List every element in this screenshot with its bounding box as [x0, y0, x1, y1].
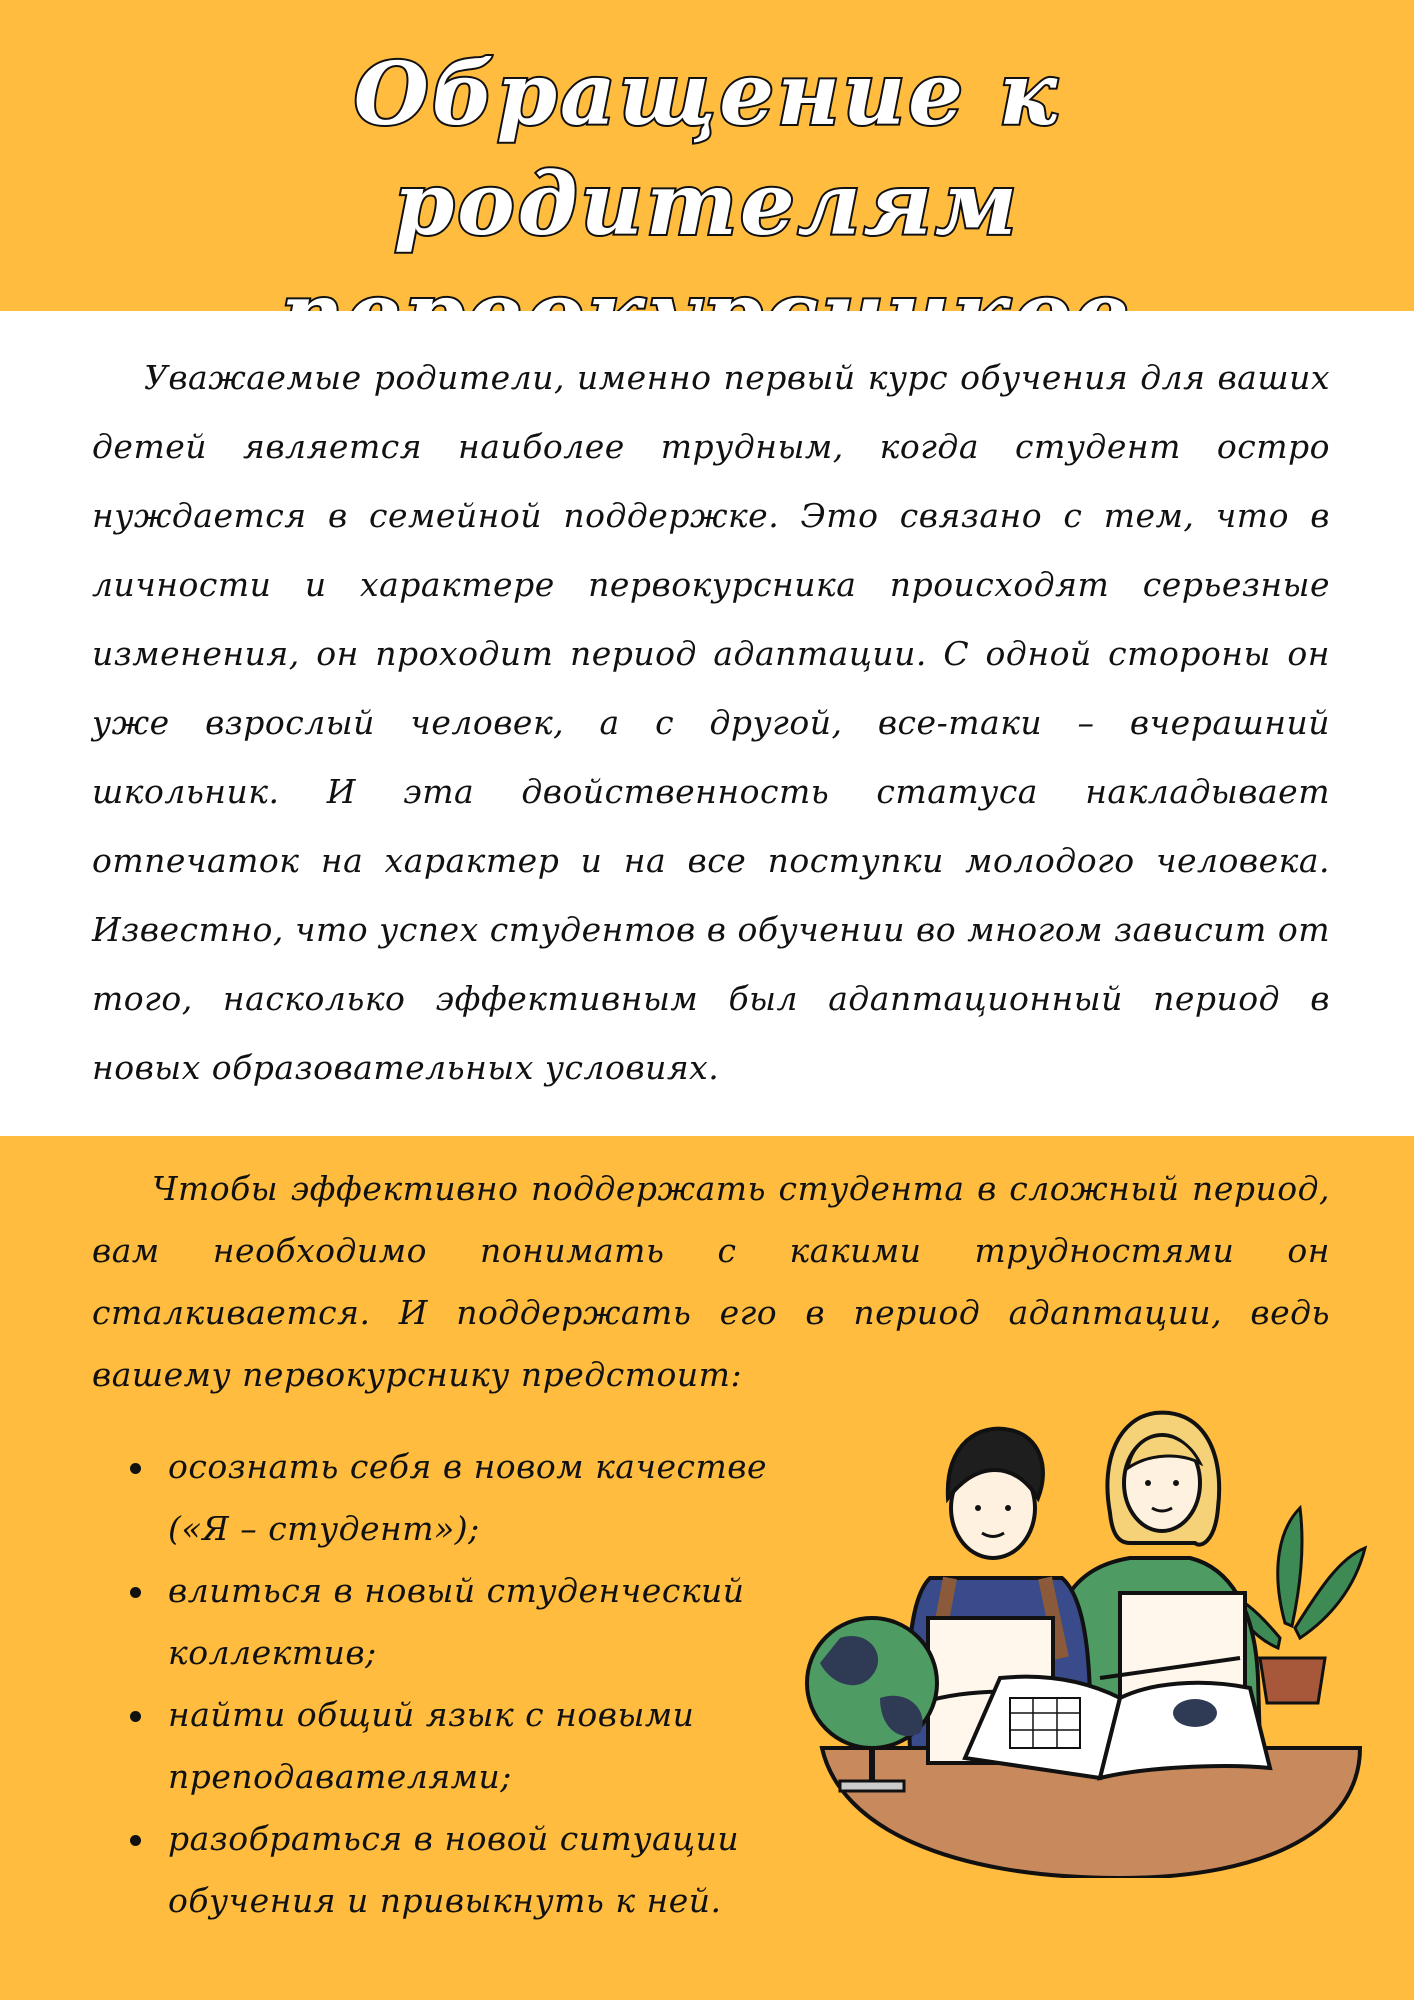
list-item: найти общий язык с новыми преподавателями;	[92, 1684, 792, 1808]
support-paragraph: Чтобы эффективно поддержать студента в сложный период, вам необходимо понимать с какими трудностями он сталкивается. И поддержать его в период адаптации, ведь вашему первокурснику предстоит:	[92, 1169, 1330, 1394]
list-item: осознать себя в новом качестве («Я – студент»);	[92, 1436, 792, 1560]
list-item: разобраться в новой ситуации обучения и привыкнуть к ней.	[92, 1808, 792, 1932]
list-item: влиться в новый студенческий коллектив;	[92, 1560, 792, 1684]
intro-paragraph: Уважаемые родители, именно первый курс обучения для ваших детей является наиболее трудным, когда студент остро нуждается в семейной поддержке. Это связано с тем, что в личности и характере первокурсника происходят серьезные изменения, он проходит период адаптации. С одной стороны он уже взрослый человек, а с другой, все-таки – вчерашний школьник. И эта двойственность статуса накладывает отпечаток на характер и на все поступки молодого человека. Известно, что успех студентов в обучении во многом зависит от того, насколько эффективным был адаптационный период в новых образовательных условиях.	[92, 358, 1330, 1087]
page-title: Обращение к родителям	[353, 44, 1061, 255]
header-banner	[0, 0, 1414, 311]
intro-section	[0, 311, 1414, 1136]
support-section	[0, 1136, 1414, 2000]
tasks-list	[92, 1436, 792, 1932]
students-illustration	[800, 1358, 1380, 1878]
